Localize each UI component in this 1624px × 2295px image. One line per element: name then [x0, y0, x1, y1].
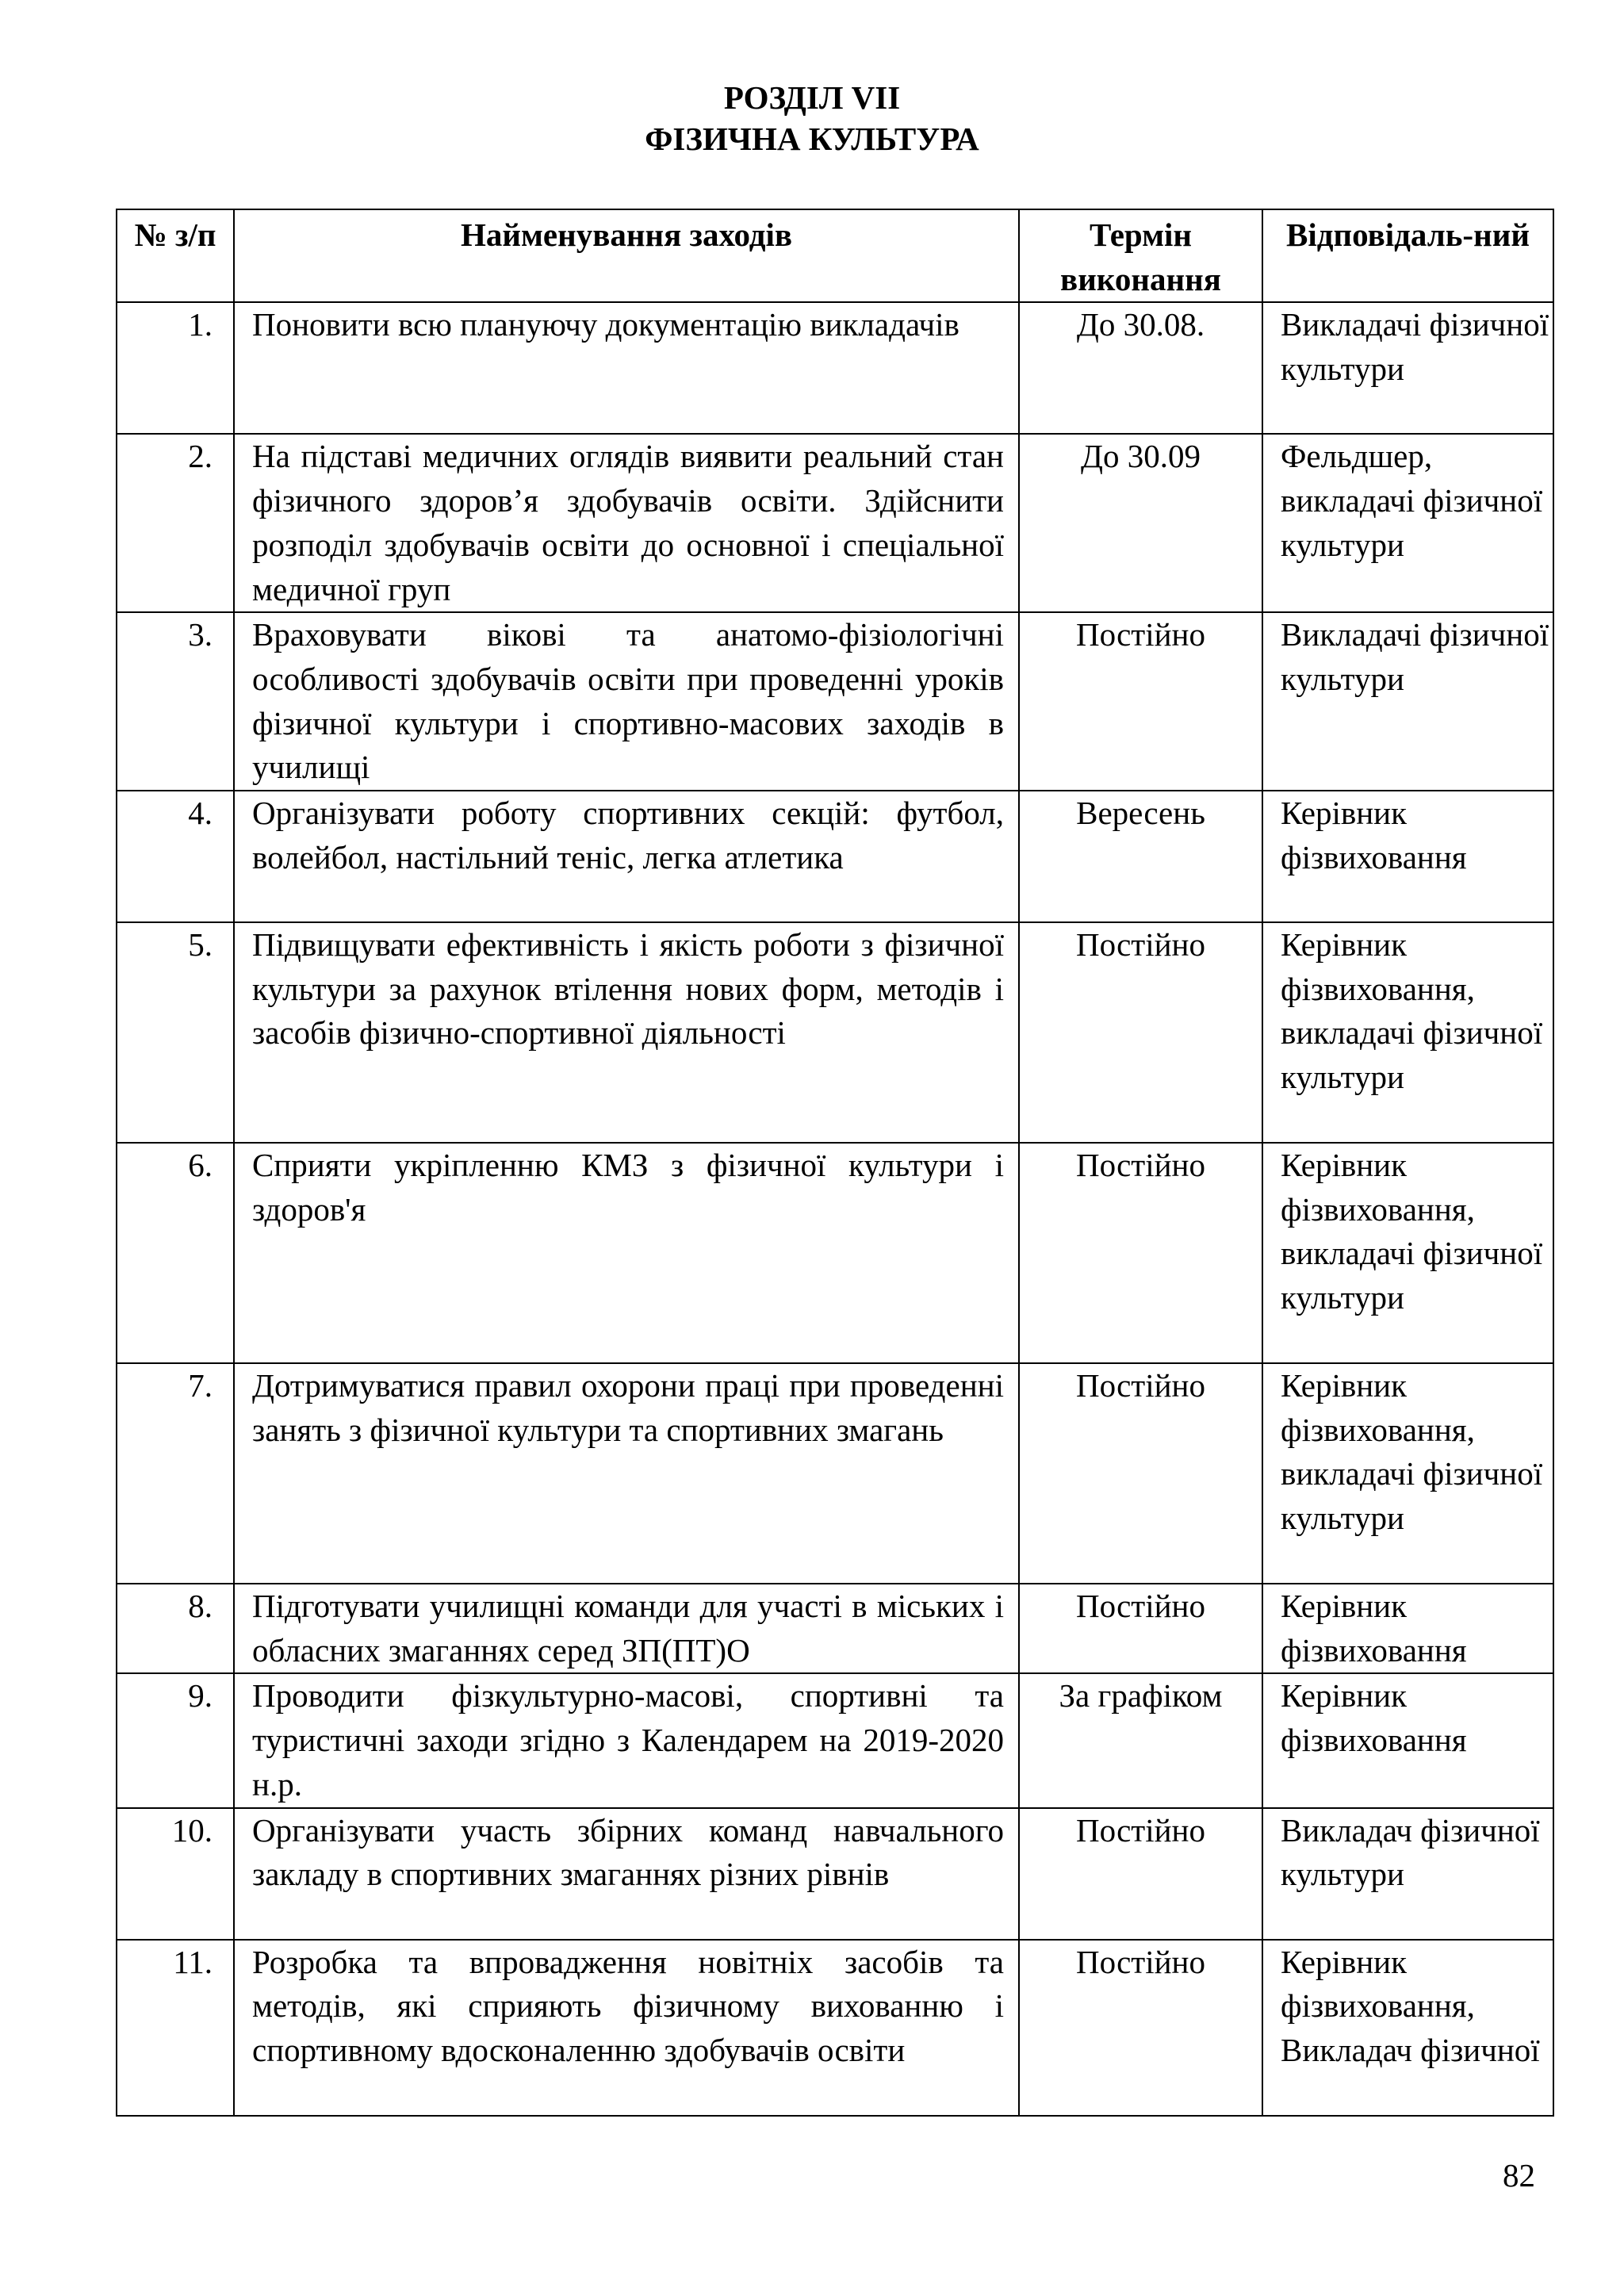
section-subtitle: ФІЗИЧНА КУЛЬТУРА — [645, 121, 979, 157]
row-activity: Підвищувати ефективність і якість роботи з фізичної культури за рахунок втілення нових форм, методів і засобів фізично-спортивної діяльності — [234, 922, 1019, 1143]
row-activity: На підставі медичних оглядів виявити реальний стан фізичного здоров’я здобувачів освіти. Здійснити розподіл здобувачів освіти до основної і спеціальної медичної груп — [234, 434, 1019, 612]
header-term: Термін виконання — [1019, 209, 1262, 302]
row-responsible: Викладачі фізичної культури — [1262, 612, 1553, 791]
table-row — [117, 1143, 1553, 1363]
row-term: Постійно — [1019, 1584, 1262, 1673]
row-number: 6. — [117, 1143, 234, 1363]
row-responsible: Керівник фізвиховання — [1262, 1673, 1553, 1807]
table-row — [117, 1363, 1553, 1584]
row-number: 8. — [117, 1584, 234, 1673]
table-row — [117, 612, 1553, 791]
row-term: Постійно — [1019, 1363, 1262, 1584]
row-number: 11. — [117, 1940, 234, 2116]
row-term: Постійно — [1019, 612, 1262, 791]
row-responsible: Керівник фізвиховання, викладачі фізичної культури — [1262, 922, 1553, 1143]
row-activity: Підготувати училищні команди для участі в міських і обласних змаганнях серед ЗП(ПТ)О — [234, 1584, 1019, 1673]
header-number: № з/п — [117, 209, 234, 302]
table-row — [117, 1940, 1553, 2116]
row-term: Постійно — [1019, 1940, 1262, 2116]
row-term: Вересень — [1019, 791, 1262, 922]
row-term: За графіком — [1019, 1673, 1262, 1807]
table-row — [117, 791, 1553, 922]
row-activity: Поновити всю плануючу документацію викладачів — [234, 302, 1019, 434]
row-activity: Враховувати вікові та анатомо-фізіологічні особливості здобувачів освіти при проведенні уроків фізичної культури і спортивно-масових заходів в училищі — [234, 612, 1019, 791]
row-term: Постійно — [1019, 922, 1262, 1143]
row-number: 9. — [117, 1673, 234, 1807]
row-responsible: Фельдшер, викладачі фізичної культури — [1262, 434, 1553, 612]
table-row — [117, 1808, 1553, 1940]
row-responsible: Керівник фізвиховання, викладачі фізичної культури — [1262, 1363, 1553, 1584]
row-responsible: Керівник фізвиховання, викладачі фізичної культури — [1262, 1143, 1553, 1363]
row-number: 10. — [117, 1808, 234, 1940]
row-responsible: Викладачі фізичної культури — [1262, 302, 1553, 434]
table-row — [117, 1673, 1553, 1807]
row-activity: Дотримуватися правил охорони праці при проведенні занять з фізичної культури та спортивних змагань — [234, 1363, 1019, 1584]
row-term: До 30.09 — [1019, 434, 1262, 612]
table-row — [117, 1584, 1553, 1673]
row-activity: Проводити фізкультурно-масові, спортивні та туристичні заходи згідно з Календарем на 2019-2020 н.р. — [234, 1673, 1019, 1807]
row-number: 1. — [117, 302, 234, 434]
row-number: 2. — [117, 434, 234, 612]
row-number: 4. — [117, 791, 234, 922]
section-title: РОЗДІЛ VII — [723, 79, 901, 116]
header-responsible: Відповідаль-ний — [1262, 209, 1553, 302]
header-name: Найменування заходів — [234, 209, 1019, 302]
table-row — [117, 922, 1553, 1143]
row-responsible: Керівник фізвиховання — [1262, 1584, 1553, 1673]
row-term: До 30.08. — [1019, 302, 1262, 434]
row-term: Постійно — [1019, 1808, 1262, 1940]
table-row — [117, 302, 1553, 434]
row-term: Постійно — [1019, 1143, 1262, 1363]
row-activity: Розробка та впровадження новітніх засобів та методів, які сприяють фізичному вихованню і спортивному вдосконаленню здобувачів освіти — [234, 1940, 1019, 2116]
row-activity: Організувати участь збірних команд навчального закладу в спортивних змаганнях різних рівнів — [234, 1808, 1019, 1940]
table-header-row — [117, 209, 1553, 302]
row-responsible: Викладач фізичної культури — [1262, 1808, 1553, 1940]
row-number: 7. — [117, 1363, 234, 1584]
row-number: 5. — [117, 922, 234, 1143]
row-responsible: Керівник фізвиховання — [1262, 791, 1553, 922]
table-row — [117, 434, 1553, 612]
row-activity: Організувати роботу спортивних секцій: футбол, волейбол, настільний теніс, легка атлетика — [234, 791, 1019, 922]
row-number: 3. — [117, 612, 234, 791]
activities-table — [116, 209, 1554, 2117]
row-responsible: Керівник фізвиховання, Викладач фізичної — [1262, 1940, 1553, 2116]
page-number: 82 — [1503, 2157, 1535, 2193]
row-activity: Сприяти укріпленню КМЗ з фізичної культури і здоров'я — [234, 1143, 1019, 1363]
